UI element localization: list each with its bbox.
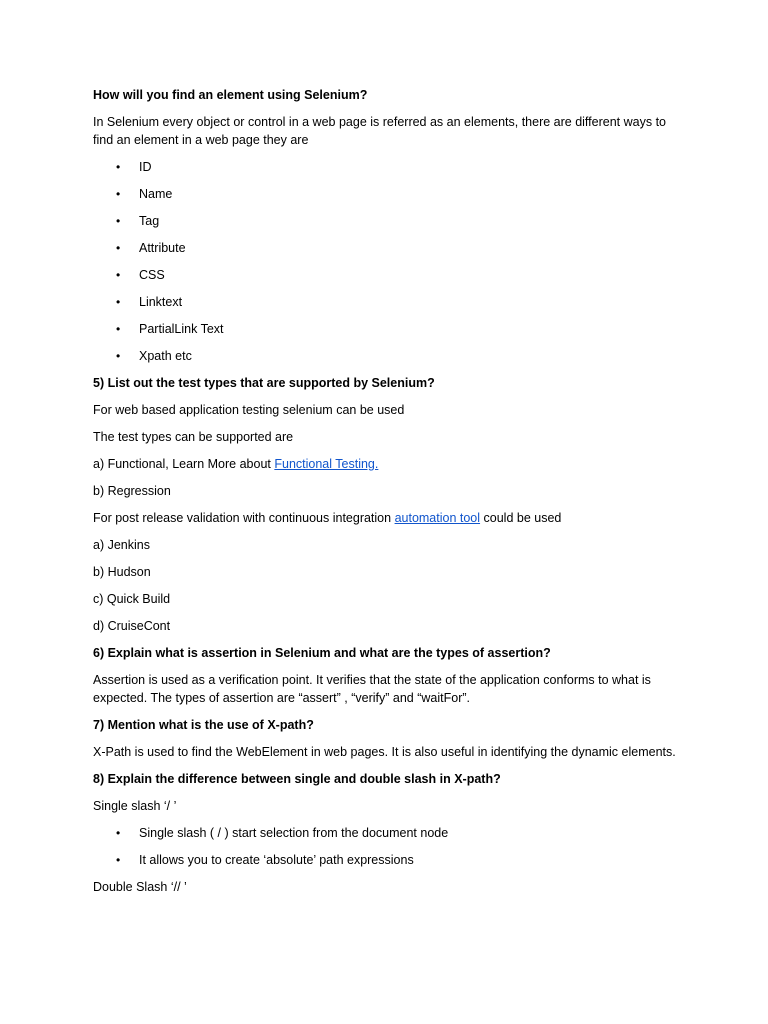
bullet-icon: • [116,853,121,867]
question-heading: 7) Mention what is the use of X-path? [93,718,314,732]
list-item: • Tag [116,214,160,228]
automation-tool-link[interactable]: automation tool [394,511,481,525]
bullet-icon: • [116,241,121,255]
locator-list [93,158,683,365]
list-item: • Xpath etc [116,349,192,363]
answer-paragraph: Double Slash ‘// ’ [93,880,187,894]
list-item: • Name [116,187,173,201]
list-item: • Single slash ( / ) start selection from the document node [116,826,449,840]
list-item: • ID [116,160,152,174]
answer-paragraph: c) Quick Build [93,592,171,606]
list-item: • Linktext [116,295,183,309]
question-heading: How will you find an element using Selenium? [93,88,368,102]
question-heading: 5) List out the test types that are supported by Selenium? [93,376,435,390]
answer-paragraph: X-Path is used to find the WebElement in web pages. It is also useful in identifying the dynamic elements. [93,745,676,759]
answer-paragraph: b) Regression [93,484,171,498]
answer-paragraph: a) Jenkins [93,538,150,552]
bullet-icon: • [116,187,121,201]
answer-paragraph: For post release validation with continuous integration automation tool could be used [93,511,562,525]
answer-paragraph: For web based application testing selenium can be used [93,403,405,417]
bullet-icon: • [116,349,121,363]
document-page [93,86,683,905]
answer-paragraph: Assertion is used as a verification point. It verifies that the state of the application conforms to what is expected. The types of assertion are “assert” , “verify” and “waitFor”. [93,673,651,705]
bullet-icon: • [116,826,121,840]
list-item: • CSS [116,268,165,282]
answer-paragraph: Single slash ‘/ ’ [93,799,177,813]
answer-paragraph: The test types can be supported are [93,430,294,444]
list-item: • PartialLink Text [116,322,224,336]
bullet-icon: • [116,322,121,336]
answer-paragraph: a) Functional, Learn More about Functional Testing. [93,457,379,471]
list-item: • Attribute [116,241,186,255]
bullet-icon: • [116,160,121,174]
bullet-icon: • [116,214,121,228]
answer-paragraph: b) Hudson [93,565,151,579]
single-slash-list [93,824,683,869]
bullet-icon: • [116,295,121,309]
bullet-icon: • [116,268,121,282]
list-item: • It allows you to create ‘absolute’ path expressions [116,853,414,867]
answer-paragraph: d) CruiseCont [93,619,171,633]
question-heading: 8) Explain the difference between single and double slash in X-path? [93,772,501,786]
question-heading: 6) Explain what is assertion in Selenium and what are the types of assertion? [93,646,551,660]
functional-testing-link[interactable]: Functional Testing. [274,457,379,471]
answer-paragraph: In Selenium every object or control in a web page is referred as an elements, there are different ways to find an element in a web page they are [93,115,666,147]
